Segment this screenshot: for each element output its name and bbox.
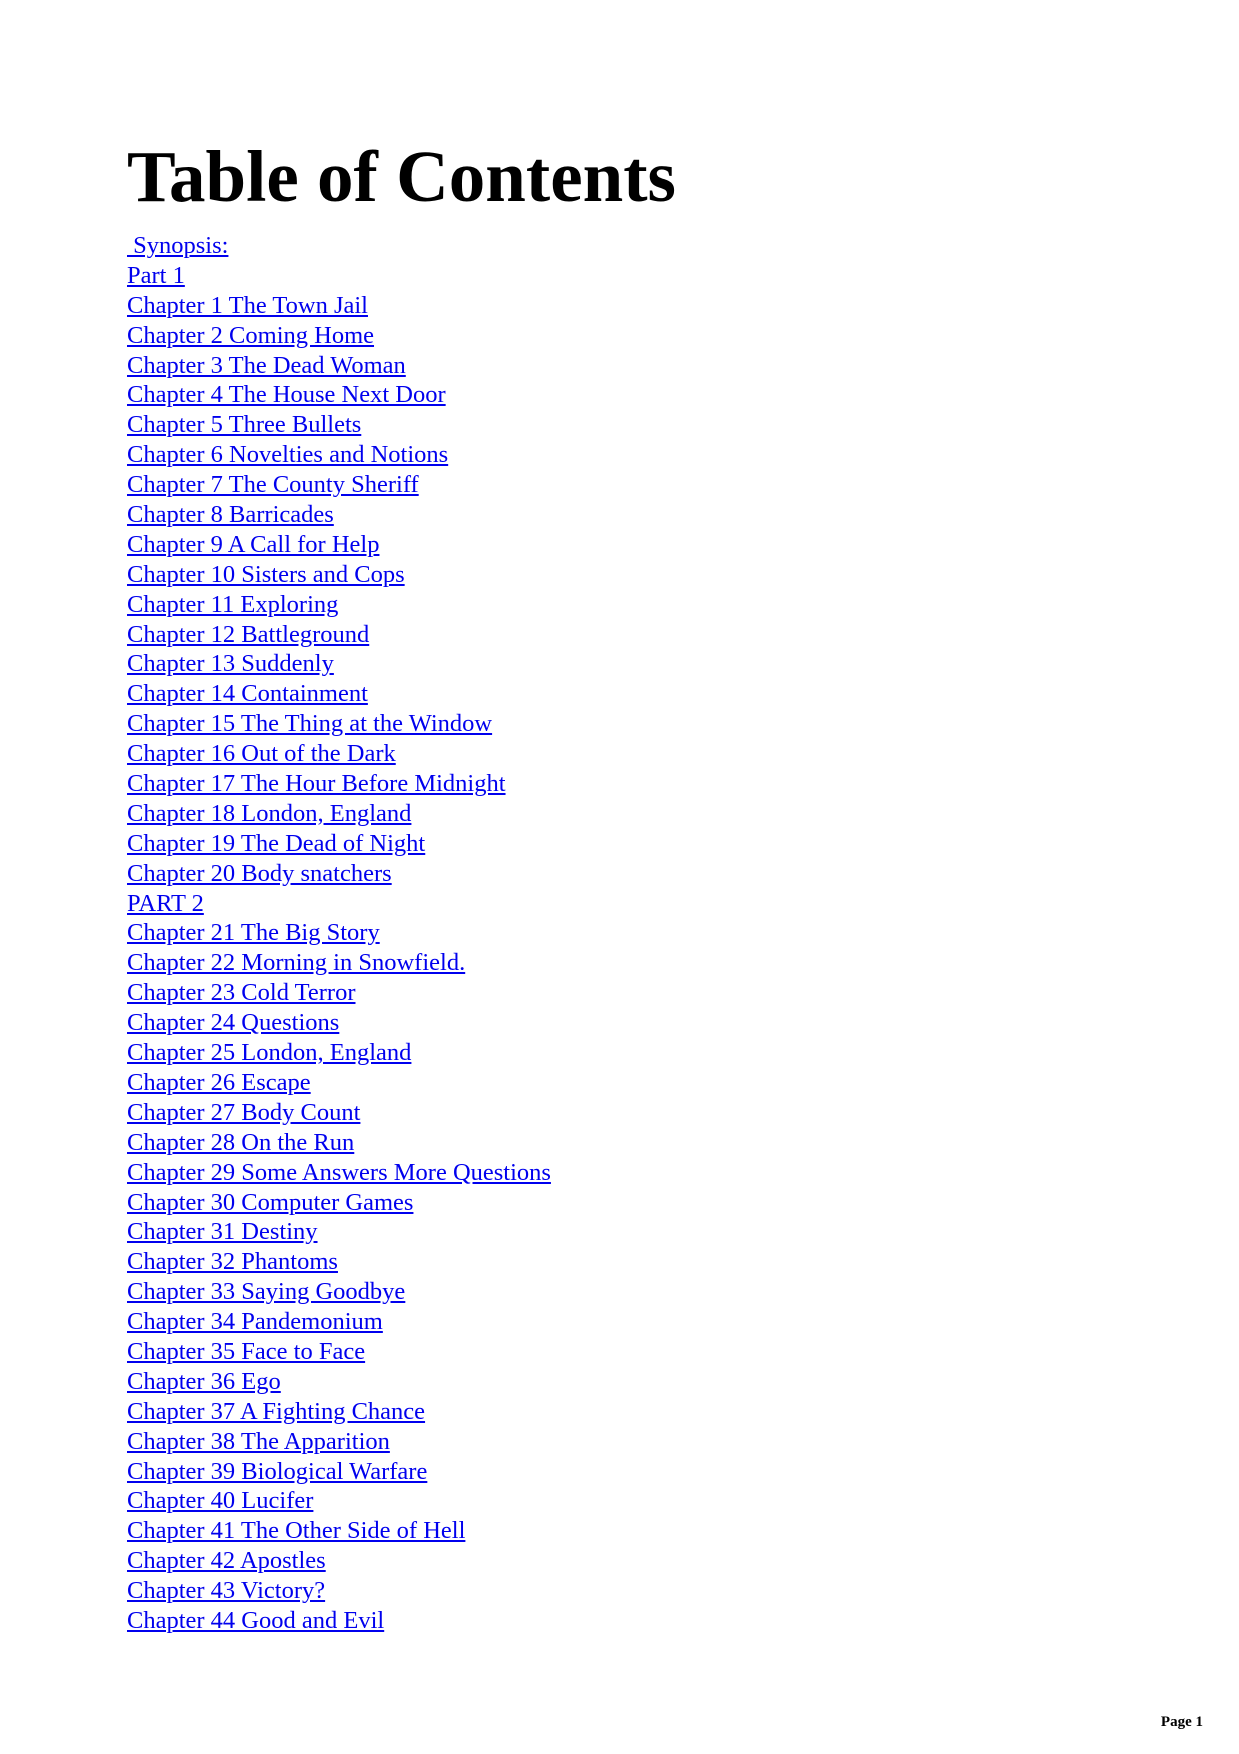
list-item [127,978,551,1008]
page-number: Page 1 [1160,1714,1203,1730]
list-item [127,1606,551,1636]
toc-link[interactable]: Chapter 40 Lucifer [127,1487,314,1515]
toc-link[interactable]: Chapter 23 Cold Terror [127,979,356,1007]
list-item [127,1277,551,1307]
list-item [127,1367,551,1397]
toc-link[interactable]: Chapter 26 Escape [127,1068,311,1096]
list-item [127,1188,551,1218]
list-item [127,410,551,440]
list-item [127,1098,551,1128]
list-item [127,470,551,500]
toc-link[interactable]: Chapter 8 Barricades [127,501,334,529]
list-item [127,1486,551,1516]
list-item [127,799,551,829]
list-item [127,440,551,470]
list-item [127,1397,551,1427]
list-item [127,321,551,351]
toc-link[interactable]: Chapter 3 The Dead Woman [127,351,406,379]
toc-link[interactable]: Chapter 19 The Dead of Night [127,829,426,857]
toc-link[interactable]: Chapter 37 A Fighting Chance [127,1397,426,1425]
list-item [127,709,551,739]
toc-link[interactable]: Part 1 [127,261,185,289]
list-item [127,530,551,560]
list-item [127,1457,551,1487]
toc-link[interactable]: Chapter 30 Computer Games [127,1188,414,1216]
list-item [127,649,551,679]
list-item [127,351,551,381]
list-item [127,1158,551,1188]
toc-link[interactable]: Chapter 42 Apostles [127,1547,326,1575]
list-item [127,918,551,948]
toc-link[interactable]: Chapter 44 Good and Evil [127,1606,385,1634]
toc-link[interactable]: Chapter 16 Out of the Dark [127,740,396,768]
list-item [127,769,551,799]
toc-link[interactable]: Chapter 5 Three Bullets [127,411,362,439]
toc-link[interactable]: Chapter 1 The Town Jail [127,291,368,319]
toc-link[interactable]: Chapter 7 The County Sheriff [127,471,419,499]
list-item [127,1068,551,1098]
list-item [127,1576,551,1606]
toc-link[interactable]: Chapter 2 Coming Home [127,321,375,349]
list-item [127,859,551,889]
list-item [127,1427,551,1457]
list-item [127,679,551,709]
toc-link[interactable]: Chapter 9 A Call for Help [127,530,380,558]
list-item [127,380,551,410]
list-item [127,948,551,978]
toc-link[interactable]: Chapter 14 Containment [127,680,368,708]
toc-link[interactable]: Chapter 13 Suddenly [127,650,334,678]
list-item [127,1307,551,1337]
list-item [127,560,551,590]
toc-link[interactable]: Chapter 20 Body snatchers [127,859,392,887]
list-item [127,291,551,321]
page-title: Table of Contents [127,136,676,217]
table-of-contents-list [127,231,551,1636]
list-item [127,1546,551,1576]
toc-link[interactable]: Chapter 36 Ego [127,1367,281,1395]
toc-link[interactable]: Chapter 18 London, England [127,799,412,827]
toc-link[interactable]: Chapter 33 Saying Goodbye [127,1278,406,1306]
toc-link[interactable]: Chapter 11 Exploring [127,590,339,618]
toc-link[interactable]: Chapter 12 Battleground [127,620,370,648]
toc-link[interactable]: Chapter 21 The Big Story [127,919,380,947]
toc-link[interactable]: Synopsis: [127,232,229,259]
list-item [127,829,551,859]
toc-link[interactable]: Chapter 39 Biological Warfare [127,1457,428,1485]
toc-link[interactable]: Chapter 4 The House Next Door [127,381,446,409]
list-item [127,1128,551,1158]
list-item [127,1008,551,1038]
list-item [127,739,551,769]
toc-link[interactable]: Chapter 32 Phantoms [127,1248,338,1276]
list-item [127,620,551,650]
toc-link[interactable]: Chapter 29 Some Answers More Questions [127,1158,551,1186]
toc-link[interactable]: Chapter 38 The Apparition [127,1427,390,1455]
toc-link[interactable]: Chapter 22 Morning in Snowfield. [127,949,466,977]
list-item [127,1217,551,1247]
toc-link[interactable]: Chapter 6 Novelties and Notions [127,441,449,469]
toc-link[interactable]: Chapter 41 The Other Side of Hell [127,1517,466,1545]
toc-link[interactable]: Chapter 35 Face to Face [127,1337,366,1365]
toc-link[interactable]: Chapter 27 Body Count [127,1098,361,1126]
toc-link[interactable]: Chapter 28 On the Run [127,1128,355,1156]
list-item [127,1516,551,1546]
list-item [127,889,551,919]
toc-link[interactable]: Chapter 43 Victory? [127,1577,326,1605]
list-item [127,590,551,620]
list-item [127,231,551,261]
toc-link[interactable]: Chapter 31 Destiny [127,1218,318,1246]
toc-link[interactable]: Chapter 15 The Thing at the Window [127,710,493,738]
toc-link[interactable]: Chapter 24 Questions [127,1009,340,1037]
list-item [127,1038,551,1068]
list-item [127,1247,551,1277]
toc-link[interactable]: Chapter 34 Pandemonium [127,1308,383,1336]
list-item [127,500,551,530]
toc-link[interactable]: Chapter 25 London, England [127,1039,412,1067]
toc-link[interactable]: Chapter 17 The Hour Before Midnight [127,770,506,798]
list-item [127,1337,551,1367]
list-item [127,261,551,291]
toc-link[interactable]: PART 2 [127,889,204,917]
toc-link[interactable]: Chapter 10 Sisters and Cops [127,560,405,588]
